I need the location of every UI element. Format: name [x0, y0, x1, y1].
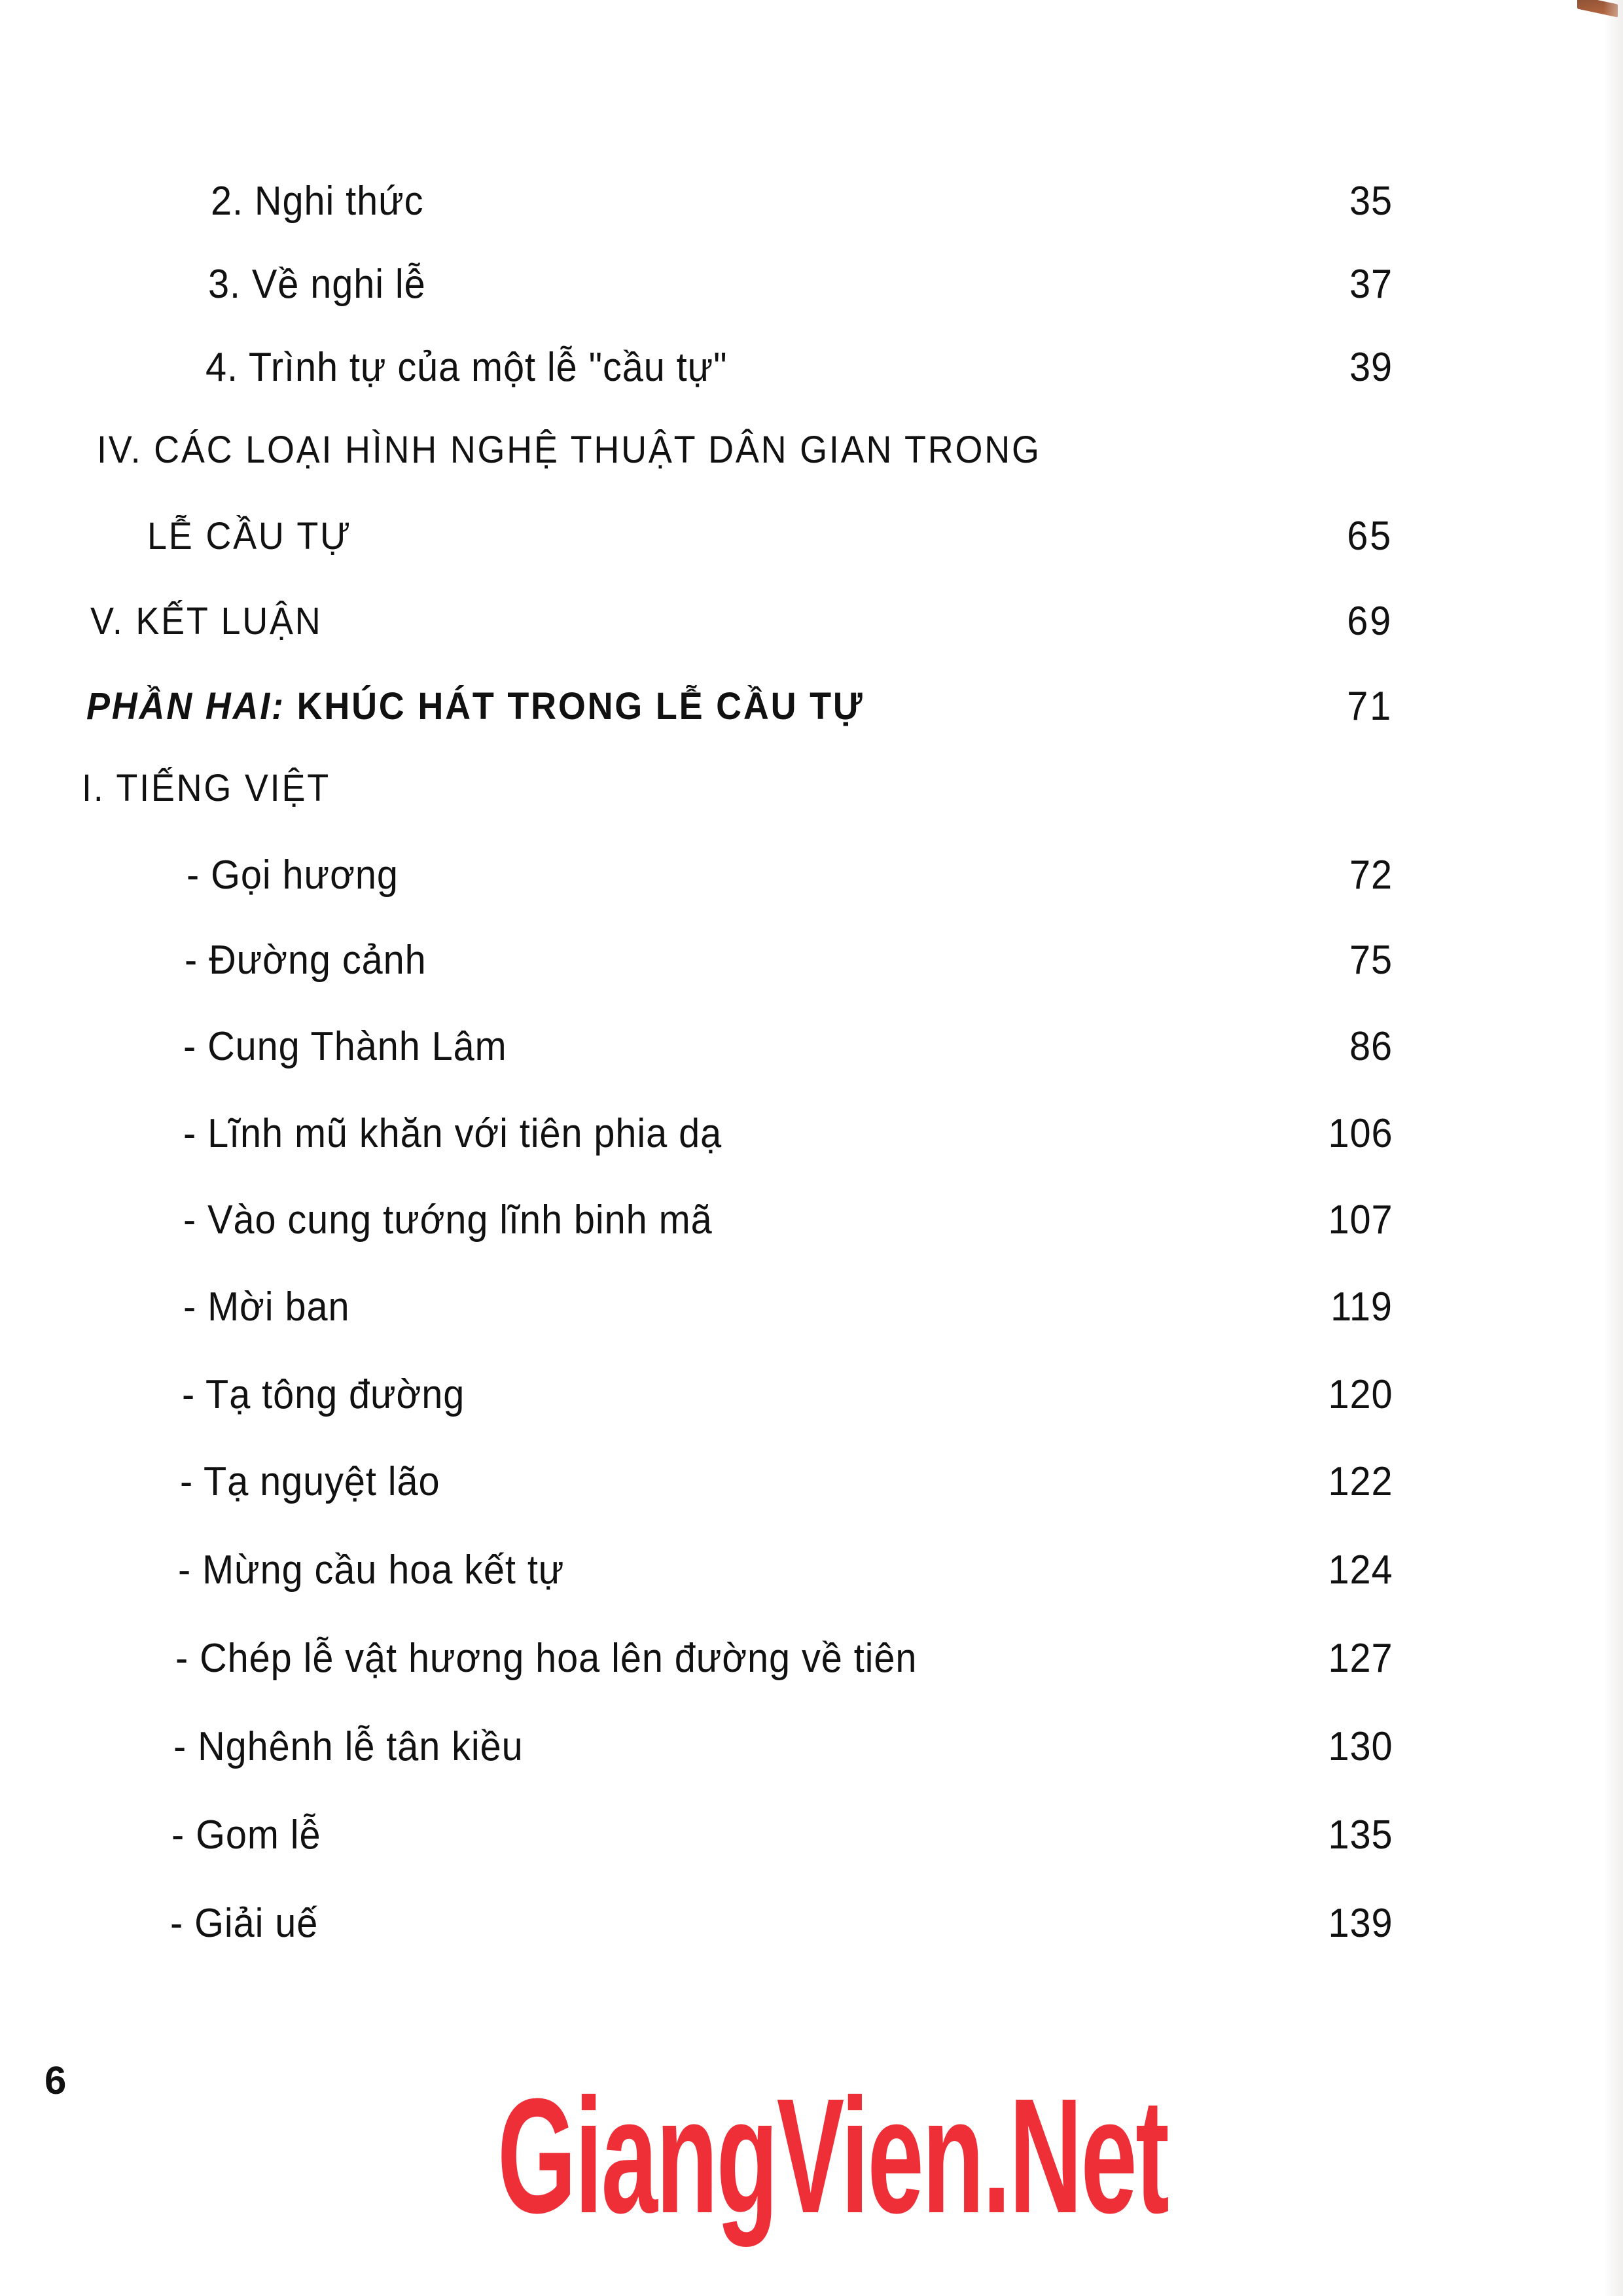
- toc-entry[interactable]: [0, 1891, 1623, 1956]
- toc-entry[interactable]: [0, 589, 1623, 654]
- toc-entry[interactable]: [0, 1626, 1623, 1691]
- toc-entry[interactable]: [0, 928, 1623, 993]
- toc-entry-page: 127: [1327, 1636, 1393, 1681]
- toc-section-heading[interactable]: [0, 417, 1623, 483]
- toc-entry-label: - Giải uế: [170, 1901, 319, 1946]
- page-number: 6: [45, 2058, 67, 2102]
- toc-entry-label: - Mời ban: [183, 1284, 350, 1330]
- toc-entry-page: 107: [1327, 1197, 1393, 1243]
- toc-entry[interactable]: [0, 335, 1623, 400]
- toc-entry-label: - Lĩnh mũ khăn với tiên phia dạ: [183, 1111, 722, 1156]
- toc-entry-label: - Vào cung tướng lĩnh binh mã: [183, 1197, 713, 1243]
- toc-entry-page: 120: [1327, 1372, 1393, 1417]
- toc-entry[interactable]: [0, 504, 1623, 569]
- toc-entry-label: V. KẾT LUẬN: [90, 600, 323, 643]
- toc-entry-label: - Gom lễ: [171, 1812, 321, 1858]
- toc-entry[interactable]: [0, 843, 1623, 908]
- toc-entry-label: 4. Trình tự của một lễ "cầu tự": [205, 345, 728, 390]
- toc-entry-page: 139: [1327, 1901, 1393, 1946]
- toc-part-heading[interactable]: [0, 674, 1623, 739]
- toc-entry-label: IV. CÁC LOẠI HÌNH NGHỆ THUẬT DÂN GIAN TRONG: [97, 429, 1041, 471]
- toc-entry-page: 119: [1330, 1284, 1393, 1330]
- toc-entry-page: 39: [1349, 345, 1393, 390]
- toc-entry-page: 72: [1349, 853, 1393, 898]
- toc-entry[interactable]: [0, 1275, 1623, 1340]
- toc-entry[interactable]: [0, 169, 1623, 234]
- part-title: KHÚC HÁT TRONG LỄ CẦU TỰ: [285, 685, 865, 728]
- toc-entry[interactable]: [0, 1449, 1623, 1515]
- toc-entry-page: 122: [1327, 1459, 1393, 1504]
- toc-entry-page: 130: [1327, 1724, 1393, 1769]
- toc-entry[interactable]: [0, 1714, 1623, 1780]
- toc-entry[interactable]: [0, 1803, 1623, 1868]
- toc-entry[interactable]: [0, 1014, 1623, 1080]
- toc-entry[interactable]: [0, 1101, 1623, 1167]
- toc-entry-page: 37: [1349, 262, 1393, 307]
- toc-entry-label: I. TIẾNG VIỆT: [82, 767, 330, 809]
- toc-entry-page: 106: [1327, 1111, 1393, 1156]
- toc-entry[interactable]: [0, 1362, 1623, 1428]
- toc-entry[interactable]: [0, 1188, 1623, 1253]
- toc-entry-label: - Tạ tông đường: [182, 1372, 465, 1417]
- toc-entry-page: 75: [1349, 938, 1393, 983]
- toc-entry-label: - Cung Thành Lâm: [183, 1024, 507, 1069]
- toc-section-heading[interactable]: [0, 756, 1623, 821]
- toc-entry-label: LỄ CẦU TỰ: [147, 515, 352, 557]
- toc-entry-label: [86, 674, 864, 739]
- toc-entry-page: 65: [1347, 514, 1393, 559]
- toc-entry-label: 2. Nghi thức: [211, 179, 424, 224]
- toc-entry-label: - Mừng cầu hoa kết tự: [178, 1547, 565, 1593]
- toc-entry-page: 135: [1327, 1812, 1393, 1858]
- toc-entry-label: - Đường cảnh: [185, 938, 427, 983]
- toc-entry-label: - Gọi hương: [187, 853, 399, 898]
- toc-entry-page: 69: [1347, 599, 1393, 644]
- toc-entry-page: 124: [1327, 1547, 1393, 1593]
- toc-entry-page: 86: [1349, 1024, 1393, 1069]
- toc-entry[interactable]: [0, 1538, 1623, 1603]
- part-prefix: PHẦN HAI:: [86, 685, 285, 728]
- toc-entry-label: 3. Về nghi lễ: [208, 262, 426, 307]
- toc-entry-label: - Chép lễ vật hương hoa lên đường về tiên: [175, 1636, 918, 1681]
- toc-entry-label: - Nghênh lễ tân kiều: [173, 1724, 524, 1769]
- toc-entry[interactable]: [0, 252, 1623, 317]
- watermark-text: GiangVien.Net: [497, 2064, 1168, 2247]
- toc-entry-label: - Tạ nguyệt lão: [180, 1459, 440, 1504]
- toc-entry-page: 35: [1349, 179, 1393, 224]
- toc-entry-page: 71: [1347, 684, 1393, 729]
